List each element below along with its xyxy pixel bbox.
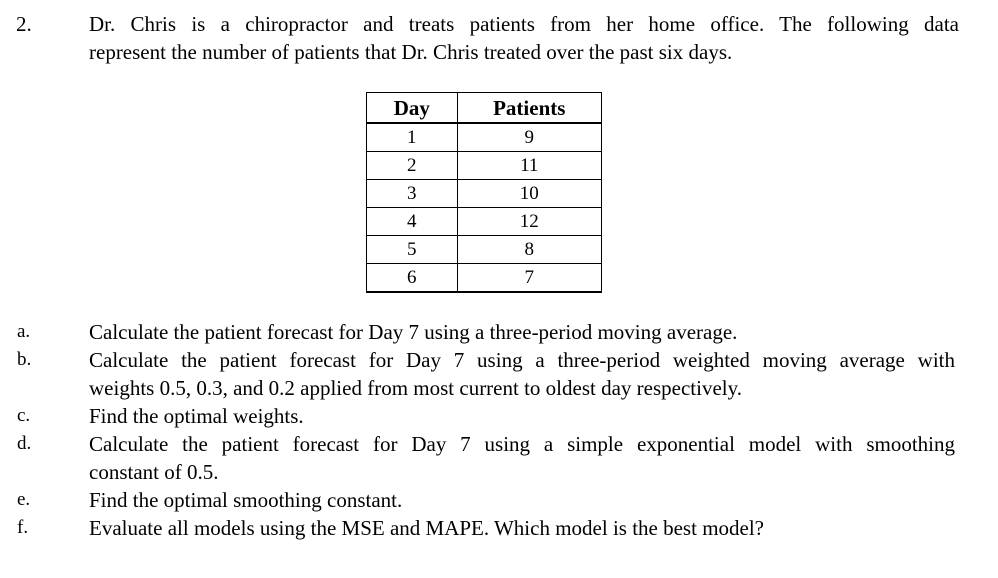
question-text	[89, 318, 955, 346]
question-line: Evaluate all models using the MSE and MAPE. Which model is the best model?	[89, 516, 765, 540]
question-line: Find the optimal weights.	[89, 404, 304, 428]
table-row	[367, 123, 602, 152]
question-line: weights 0.5, 0.3, and 0.2 applied from most current to oldest day respectively.	[89, 376, 742, 400]
cell-patients: 11	[457, 152, 601, 180]
cell-day: 5	[367, 236, 458, 264]
cell-patients: 7	[457, 264, 601, 293]
cell-patients: 8	[457, 236, 601, 264]
question-line: Calculate the patient forecast for Day 7 using a three-period moving average.	[89, 320, 738, 344]
table-row	[367, 152, 602, 180]
table-row	[367, 264, 602, 293]
question-text	[89, 346, 955, 402]
question-letter: f.	[17, 517, 29, 538]
question-text	[89, 430, 955, 486]
header-patients: Patients	[457, 93, 601, 124]
table-header-row	[367, 93, 602, 124]
question-line: Find the optimal smoothing constant.	[89, 488, 403, 512]
question-text	[89, 514, 955, 542]
table-row	[367, 208, 602, 236]
cell-patients: 10	[457, 180, 601, 208]
header-day: Day	[367, 93, 458, 124]
cell-day: 2	[367, 152, 458, 180]
question-text	[89, 486, 955, 514]
question-letter: a.	[17, 321, 31, 342]
question-line: Calculate the patient forecast for Day 7 using a three-period weighted moving average with	[89, 348, 955, 372]
question-text	[89, 402, 955, 430]
cell-patients: 9	[457, 123, 601, 152]
intro-line-1: Dr. Chris is a chiropractor and treats patients from her home office. The following data	[89, 12, 959, 36]
question-letter: c.	[17, 405, 31, 426]
question-letter: d.	[17, 433, 32, 454]
question-letter: b.	[17, 349, 32, 370]
table-row	[367, 180, 602, 208]
problem-number: 2.	[16, 12, 32, 36]
question-letter: e.	[17, 489, 31, 510]
question-line: constant of 0.5.	[89, 460, 219, 484]
cell-day: 6	[367, 264, 458, 293]
cell-day: 4	[367, 208, 458, 236]
patients-table	[366, 92, 602, 293]
question-line: Calculate the patient forecast for Day 7 using a simple exponential model with smoothing	[89, 432, 955, 456]
cell-day: 3	[367, 180, 458, 208]
intro-line-2: represent the number of patients that Dr. Chris treated over the past six days.	[89, 40, 733, 64]
problem-intro	[89, 10, 959, 66]
table-row	[367, 236, 602, 264]
cell-patients: 12	[457, 208, 601, 236]
cell-day: 1	[367, 123, 458, 152]
